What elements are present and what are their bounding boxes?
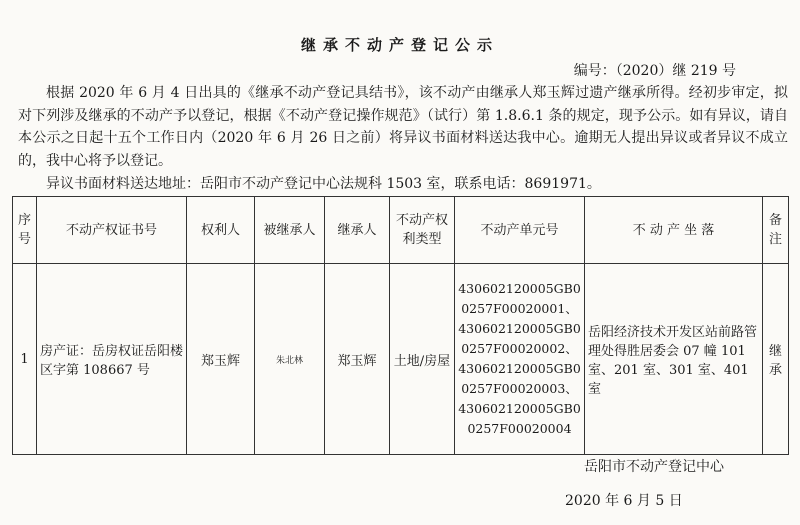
cell-unit-no: 430602120005GB00257F00020001、430602120005GB00257F00020002、430602120005GB00257F00020003、430602120005GB00257F00020004: [455, 264, 585, 455]
cell-cert: 房产证：岳房权证岳阳楼区字第 108667 号: [37, 264, 187, 455]
header-owner: 权利人: [187, 197, 255, 264]
notice-body: 根据 2020 年 6 月 4 日出具的《继承不动产登记具结书》，该不动产由继承人郑玉辉过遗产继承所得。经初步审定，拟对下列涉及继承的不动产予以登记，根据《不动产登记操作规范》（试行）第 1.8.6.1 条的规定，现予公示。如有异议，请自本公示之日起十五个工作日内（2020 年 6 月 26 日之前）将异议书面材料送达我中心。逾期无人提出异议或者异议不成立的，我中心将予以登记。: [18, 85, 788, 169]
header-decedent: 被继承人: [255, 197, 325, 264]
cell-location: 岳阳经济技术开发区站前路管理处得胜居委会 07 幢 101 室、201 室、301 室、401 室: [585, 264, 763, 455]
header-cert: 不动产权证书号: [37, 197, 187, 264]
cell-heir: 郑玉辉: [325, 264, 390, 455]
document-number: 编号：（2020）继 219 号: [573, 63, 736, 79]
cell-right-type: 土地/房屋: [390, 264, 455, 455]
cell-seq: 1: [13, 264, 37, 455]
cell-owner: 郑玉辉: [187, 264, 255, 455]
header-unit-no: 不动产单元号: [455, 197, 585, 264]
issue-date: 2020 年 6 月 5 日: [565, 493, 683, 509]
header-location: 不 动 产 坐 落: [585, 197, 763, 264]
cell-decedent: 朱北林: [255, 264, 325, 455]
header-remark: 备注: [763, 197, 789, 264]
cell-remark: 继承: [763, 264, 789, 455]
table-header-row: [13, 197, 789, 264]
header-seq: 序号: [13, 197, 37, 264]
issuing-organization: 岳阳市不动产登记中心: [584, 459, 724, 475]
registration-table: [12, 196, 789, 455]
header-right-type: 不动产权利类型: [390, 197, 455, 264]
notice-title: 继承不动产登记公示: [300, 36, 499, 54]
objection-address: 异议书面材料送达地址：岳阳市不动产登记中心法规科 1503 室，联系电话：8691971。: [46, 176, 601, 192]
header-heir: 继承人: [325, 197, 390, 264]
table-row: [13, 264, 789, 455]
